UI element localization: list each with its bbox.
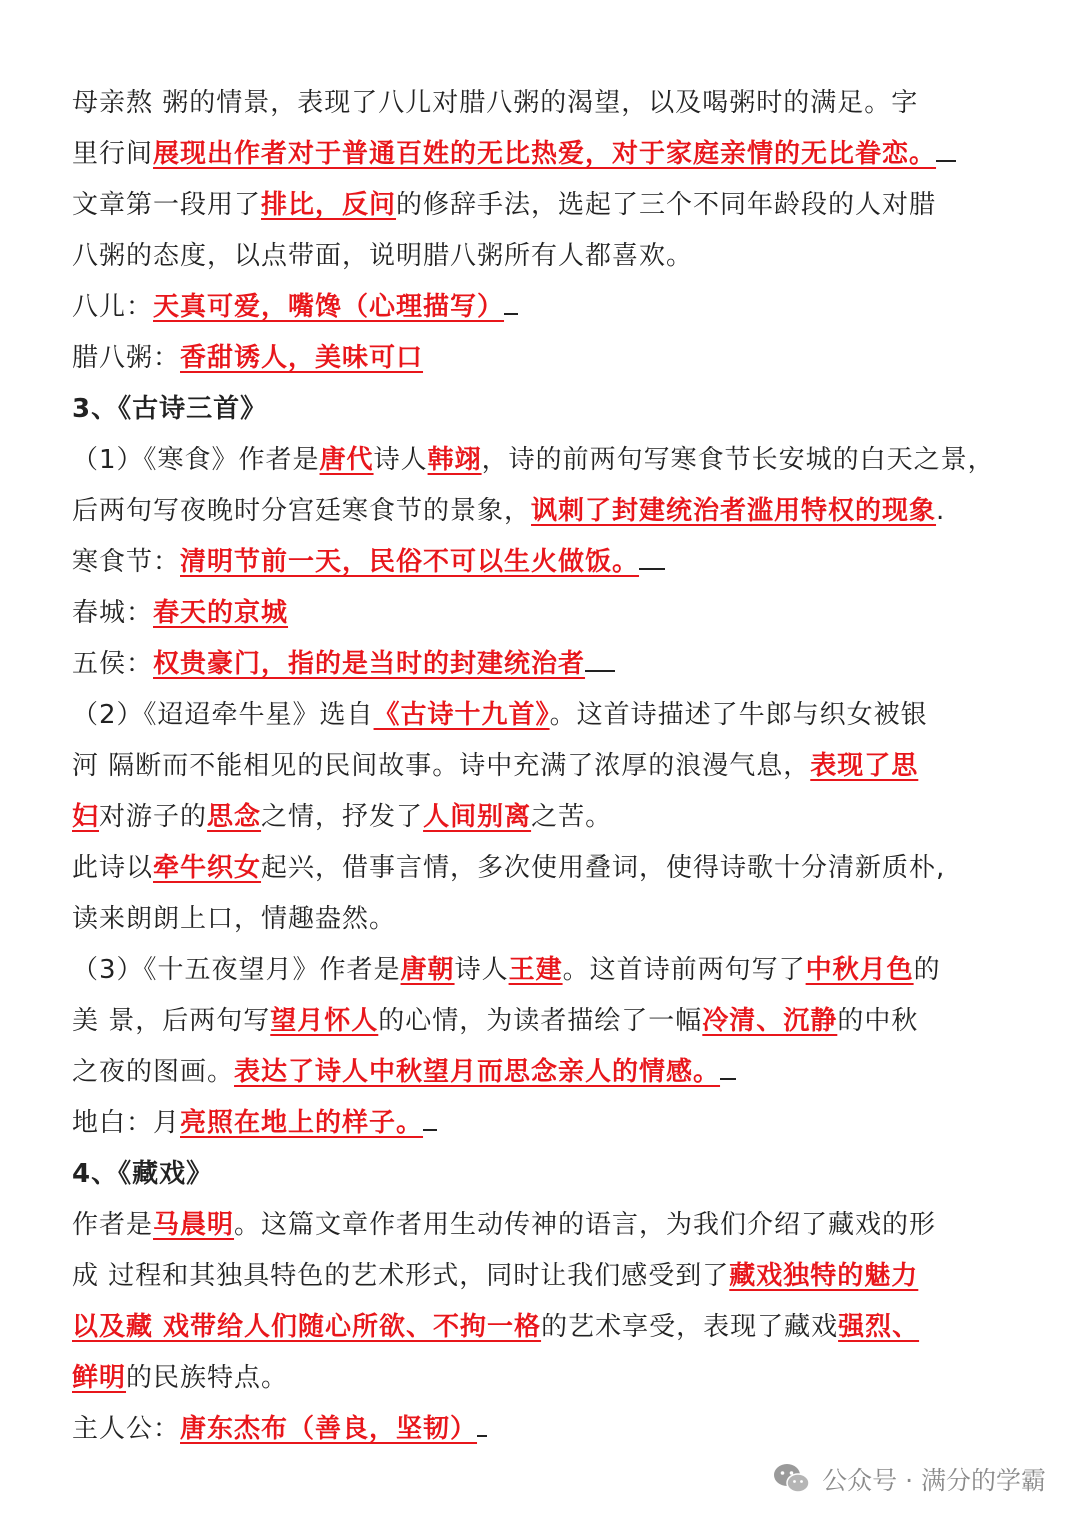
text-line [72, 996, 1022, 1047]
fill-in-blank-line [639, 542, 665, 570]
text-line [72, 843, 1022, 894]
highlighted-answer: 唐朝 [400, 955, 455, 985]
text-line [72, 1404, 1022, 1455]
text-segment: 里行间 [72, 139, 154, 169]
document-body [72, 78, 1022, 1455]
highlighted-answer: 排比，反问 [261, 190, 397, 220]
text-segment: 美 景，后两句写 [72, 1006, 271, 1036]
text-segment: 此诗以 [72, 853, 154, 883]
text-segment: （2）《迢迢牵牛星》选自 [72, 700, 374, 730]
text-segment: 起兴，借事言情，多次使用叠词，使得诗歌十分清新质朴, [261, 853, 946, 883]
highlighted-answer: 展现出作者对于普通百姓的无比热爱，对于家庭亲情的无比眷恋。 [153, 139, 937, 169]
text-segment: . [936, 496, 946, 526]
text-segment: 成 过程和其独具特色的艺术形式，同时让我们感受到了 [72, 1261, 730, 1291]
text-segment: 。这首诗前两句写了 [562, 955, 806, 985]
text-segment: 诗人 [454, 955, 509, 985]
text-segment: 五侯： [72, 649, 154, 679]
highlighted-answer: 讽刺了封建统治者滥用特权的现象 [531, 496, 937, 526]
text-line [72, 129, 1022, 180]
text-segment: 地白：月 [72, 1108, 181, 1138]
text-segment: 后两句写夜晚时分宫廷寒食节的景象， [72, 496, 532, 526]
fill-in-blank-line [477, 1409, 487, 1437]
highlighted-answer: 清明节前一天，民俗不可以生火做饭。 [180, 547, 640, 577]
text-line [72, 894, 1022, 945]
highlighted-answer: 王建 [508, 955, 563, 985]
text-segment: 的中秋 [837, 1006, 919, 1036]
text-line [72, 180, 1022, 231]
highlighted-answer: 《古诗十九首》 [373, 700, 550, 730]
text-line [72, 588, 1022, 639]
section-heading [72, 384, 1022, 435]
highlighted-answer: 望月怀人 [270, 1006, 379, 1036]
text-line [72, 1200, 1022, 1251]
text-line [72, 1098, 1022, 1149]
highlighted-answer: 韩翊 [427, 445, 482, 475]
text-segment: （1）《寒食》作者是 [72, 445, 320, 475]
highlighted-answer: 人间别离 [423, 802, 532, 832]
highlighted-answer: 香甜诱人，美味可口 [180, 343, 424, 373]
text-segment: 之情，抒发了 [261, 802, 424, 832]
highlighted-answer: 妇 [72, 802, 100, 832]
text-line [72, 486, 1022, 537]
text-segment: 3、《古诗三首》 [72, 394, 268, 424]
text-segment: 的民族特点。 [126, 1363, 289, 1393]
text-segment: 的修辞手法，选起了三个不同年龄段的人对腊 [396, 190, 937, 220]
text-segment: 春城： [72, 598, 154, 628]
text-segment: 文章第一段用了 [72, 190, 262, 220]
text-segment: （3）《十五夜望月》作者是 [72, 955, 401, 985]
text-segment: 河 隔断而不能相见的民间故事。诗中充满了浓厚的浪漫气息， [72, 751, 811, 781]
text-segment: 的心情，为读者描绘了一幅 [378, 1006, 703, 1036]
text-segment: ，诗的前两句写寒食节长安城的白天之景， [481, 445, 995, 475]
text-line [72, 78, 1022, 129]
highlighted-answer: 表现了思 [810, 751, 919, 781]
text-line [72, 639, 1022, 690]
text-segment: 。这篇文章作者用生动传神的语言，为我们介绍了藏戏的形 [234, 1210, 937, 1240]
watermark [772, 1457, 1046, 1501]
highlighted-answer: 冷清、沉静 [702, 1006, 838, 1036]
wechat-icon [772, 1462, 812, 1496]
text-segment: 的 [913, 955, 941, 985]
text-segment: 八粥的态度，以点带面，说明腊八粥所有人都喜欢。 [72, 241, 694, 271]
text-line [72, 1251, 1022, 1302]
text-line [72, 1353, 1022, 1404]
highlighted-answer: 牵牛织女 [153, 853, 262, 883]
fill-in-blank-line [936, 134, 956, 162]
text-segment: 对游子的 [99, 802, 208, 832]
section-heading [72, 1149, 1022, 1200]
text-line [72, 741, 1022, 792]
text-segment: 诗人 [373, 445, 428, 475]
highlighted-answer: 思念 [207, 802, 262, 832]
fill-in-blank-line [504, 287, 518, 315]
text-line [72, 231, 1022, 282]
highlighted-answer: 权贵豪门，指的是当时的封建统治者 [153, 649, 586, 679]
highlighted-answer: 强烈、 [838, 1312, 920, 1342]
text-segment: 寒食节： [72, 547, 181, 577]
text-line [72, 1302, 1022, 1353]
fill-in-blank-line [720, 1052, 736, 1080]
highlighted-answer: 马晨明 [153, 1210, 235, 1240]
text-segment: 的艺术享受，表现了藏戏 [541, 1312, 839, 1342]
text-segment: 之夜的图画。 [72, 1057, 235, 1087]
text-line [72, 435, 1022, 486]
highlighted-answer: 中秋月色 [805, 955, 914, 985]
text-line [72, 282, 1022, 333]
text-segment: 。这首诗描述了牛郎与织女被银 [549, 700, 928, 730]
text-segment: 读来朗朗上口，情趣盎然。 [72, 904, 397, 934]
text-line [72, 333, 1022, 384]
fill-in-blank-line [423, 1103, 437, 1131]
highlighted-answer: 以及藏 戏带给人们随心所欲、不拘一格 [72, 1312, 542, 1342]
text-line [72, 1047, 1022, 1098]
text-segment: 八儿： [72, 292, 154, 322]
text-segment: 腊八粥： [72, 343, 181, 373]
highlighted-answer: 表达了诗人中秋望月而思念亲人的情感。 [234, 1057, 721, 1087]
text-line [72, 537, 1022, 588]
highlighted-answer: 天真可爱，嘴馋（心理描写） [153, 292, 505, 322]
text-segment: 母亲熬 粥的情景，表现了八儿对腊八粥的渴望，以及喝粥时的满足。字 [72, 88, 919, 118]
text-line [72, 945, 1022, 996]
text-segment: 作者是 [72, 1210, 154, 1240]
text-line [72, 690, 1022, 741]
highlighted-answer: 鲜明 [72, 1363, 127, 1393]
highlighted-answer: 亮照在地上的样子。 [180, 1108, 424, 1138]
text-line [72, 792, 1022, 843]
highlighted-answer: 唐东杰布（善良，坚韧） [180, 1414, 478, 1444]
highlighted-answer: 春天的京城 [153, 598, 289, 628]
highlighted-answer: 藏戏独特的魅力 [729, 1261, 919, 1291]
text-segment: 主人公： [72, 1414, 181, 1444]
watermark-text: 公众号 · 满分的学霸 [822, 1466, 1046, 1495]
text-segment: 4、《藏戏》 [72, 1159, 214, 1189]
text-segment: 之苦。 [531, 802, 613, 832]
fill-in-blank-line [585, 644, 615, 672]
highlighted-answer: 唐代 [319, 445, 374, 475]
